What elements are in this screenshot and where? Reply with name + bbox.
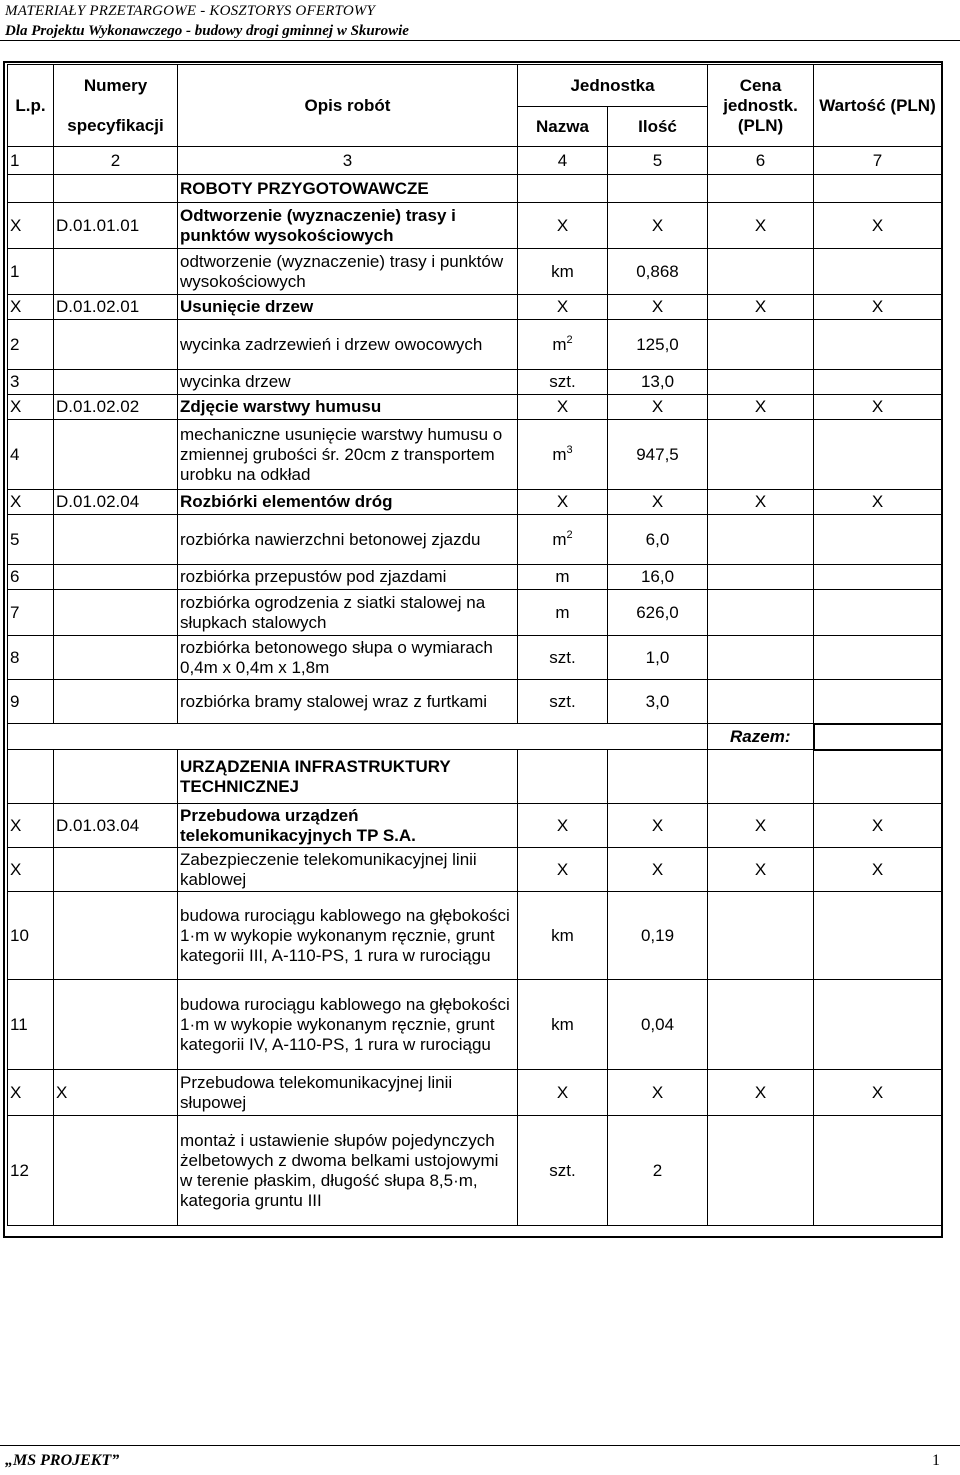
row-description: budowa rurociągu kablowego na głębokości 1·m w wykopie wykonanym ręcznie, grunt kategorii IV, A-110-PS, 1 rura w rurociągu bbox=[178, 980, 518, 1070]
row-lp: X bbox=[8, 490, 54, 515]
row-qty: 626,0 bbox=[608, 590, 708, 636]
row-description: rozbiórka nawierzchni betonowej zjazdu bbox=[178, 515, 518, 565]
row-unit: $m^2$ bbox=[518, 320, 608, 370]
row-value bbox=[814, 892, 942, 980]
row-lp: 2 bbox=[8, 320, 54, 370]
row-description: Zdjęcie warstwy humusu bbox=[178, 395, 518, 420]
row-price: X bbox=[708, 804, 814, 848]
row-lp: X bbox=[8, 295, 54, 320]
row-lp: 7 bbox=[8, 590, 54, 636]
table-row bbox=[8, 249, 942, 295]
row-value bbox=[814, 370, 942, 395]
row-unit: X bbox=[518, 295, 608, 320]
row-qty: 2 bbox=[608, 1116, 708, 1226]
row-unit: X bbox=[518, 848, 608, 892]
row-description: Odtworzenie (wyznaczenie) trasy i punktów wysokościowych bbox=[178, 203, 518, 249]
header-subtitle: Dla Projektu Wykonawczego - budowy drogi gminnej w Skurowie bbox=[5, 23, 409, 39]
row-price bbox=[708, 590, 814, 636]
row-unit: szt. bbox=[518, 636, 608, 680]
row-lp: 3 bbox=[8, 370, 54, 395]
row-unit: $m^2$ bbox=[518, 515, 608, 565]
row-unit: szt. bbox=[518, 370, 608, 395]
table-row bbox=[8, 320, 942, 370]
row-value bbox=[814, 1116, 942, 1226]
row-lp: X bbox=[8, 395, 54, 420]
row-spec: X bbox=[54, 1070, 178, 1116]
column-number: 5 bbox=[608, 147, 708, 175]
row-lp: X bbox=[8, 848, 54, 892]
table-row bbox=[8, 892, 942, 980]
row-spec bbox=[54, 420, 178, 490]
row-qty: 1,0 bbox=[608, 636, 708, 680]
row-description: Przebudowa urządzeń telekomunikacyjnych TP S.A. bbox=[178, 804, 518, 848]
col-cena-header: Cena jednostk. (PLN) bbox=[708, 65, 814, 147]
row-value: X bbox=[814, 804, 942, 848]
column-number: 1 bbox=[8, 147, 54, 175]
row-qty: 6,0 bbox=[608, 515, 708, 565]
table-row bbox=[8, 515, 942, 565]
row-value: X bbox=[814, 1070, 942, 1116]
row-price: X bbox=[708, 848, 814, 892]
row-qty: 125,0 bbox=[608, 320, 708, 370]
column-number-row bbox=[8, 147, 942, 175]
row-unit: m bbox=[518, 590, 608, 636]
row-description: mechaniczne usunięcie warstwy humusu o zmiennej grubości śr. 20cm z transportem urobku na odkład bbox=[178, 420, 518, 490]
row-lp: 9 bbox=[8, 680, 54, 724]
row-qty: 0,04 bbox=[608, 980, 708, 1070]
table-row bbox=[8, 804, 942, 848]
row-description: Rozbiórki elementów dróg bbox=[178, 490, 518, 515]
row-spec bbox=[54, 370, 178, 395]
razem-value bbox=[814, 724, 942, 750]
table-row bbox=[8, 1116, 942, 1226]
row-description: budowa rurociągu kablowego na głębokości 1·m w wykopie wykonanym ręcznie, grunt kategorii III, A-110-PS, 1 rura w rurociągu bbox=[178, 892, 518, 980]
row-spec bbox=[54, 590, 178, 636]
row-spec bbox=[54, 892, 178, 980]
row-lp: 10 bbox=[8, 892, 54, 980]
row-description: wycinka drzew bbox=[178, 370, 518, 395]
row-price: X bbox=[708, 203, 814, 249]
row-value bbox=[814, 590, 942, 636]
row-spec bbox=[54, 515, 178, 565]
column-number: 2 bbox=[54, 147, 178, 175]
row-unit: km bbox=[518, 980, 608, 1070]
row-value bbox=[814, 636, 942, 680]
row-spec bbox=[54, 980, 178, 1070]
row-spec: D.01.02.02 bbox=[54, 395, 178, 420]
col-ilosc-header: Ilość bbox=[608, 107, 708, 147]
row-spec bbox=[54, 249, 178, 295]
row-value: X bbox=[814, 490, 942, 515]
row-qty: X bbox=[608, 848, 708, 892]
column-number: 6 bbox=[708, 147, 814, 175]
col-opis-header: Opis robót bbox=[178, 65, 518, 147]
row-unit: X bbox=[518, 1070, 608, 1116]
row-description: rozbiórka bramy stalowej wraz z furtkami bbox=[178, 680, 518, 724]
row-unit: szt. bbox=[518, 680, 608, 724]
row-qty: X bbox=[608, 395, 708, 420]
row-qty: 13,0 bbox=[608, 370, 708, 395]
row-description: montaż i ustawienie słupów pojedynczych żelbetowych z dwoma belkami ustojowymi w terenie płaskim, długość słupa 8,5·m, kategoria gruntu III bbox=[178, 1116, 518, 1226]
header-title: MATERIAŁY PRZETARGOWE - KOSZTORYS OFERTOWY bbox=[5, 3, 376, 19]
row-unit: X bbox=[518, 395, 608, 420]
row-value bbox=[814, 980, 942, 1070]
page-footer bbox=[5, 1452, 940, 1470]
row-qty: X bbox=[608, 203, 708, 249]
footer-divider bbox=[0, 1445, 960, 1446]
row-value bbox=[814, 680, 942, 724]
col-nazwa-header: Nazwa bbox=[518, 107, 608, 147]
row-description: wycinka zadrzewień i drzew owocowych bbox=[178, 320, 518, 370]
row-price bbox=[708, 892, 814, 980]
row-price bbox=[708, 420, 814, 490]
cost-estimate-table bbox=[7, 64, 943, 1226]
row-spec bbox=[54, 565, 178, 590]
row-qty: X bbox=[608, 295, 708, 320]
section-row bbox=[8, 175, 942, 203]
table-row bbox=[8, 490, 942, 515]
row-price bbox=[708, 636, 814, 680]
razem-row bbox=[8, 724, 942, 750]
footer-company: „MS PROJEKT” bbox=[5, 1452, 120, 1469]
row-lp: X bbox=[8, 203, 54, 249]
header-divider bbox=[0, 40, 960, 41]
page-number: 1 bbox=[932, 1452, 940, 1469]
row-qty: X bbox=[608, 1070, 708, 1116]
row-price bbox=[708, 249, 814, 295]
row-value bbox=[814, 565, 942, 590]
table-row bbox=[8, 295, 942, 320]
row-unit: $m^3$ bbox=[518, 420, 608, 490]
row-price bbox=[708, 320, 814, 370]
col-lp-header: L.p. bbox=[8, 65, 54, 147]
razem-label: Razem: bbox=[708, 724, 814, 750]
row-lp: X bbox=[8, 1070, 54, 1116]
row-price bbox=[708, 515, 814, 565]
table-row bbox=[8, 590, 942, 636]
column-number: 4 bbox=[518, 147, 608, 175]
row-spec: D.01.03.04 bbox=[54, 804, 178, 848]
row-unit: m bbox=[518, 565, 608, 590]
table-row bbox=[8, 395, 942, 420]
table-row bbox=[8, 636, 942, 680]
row-value: X bbox=[814, 295, 942, 320]
section-title: ROBOTY PRZYGOTOWAWCZE bbox=[178, 175, 518, 203]
row-lp: 6 bbox=[8, 565, 54, 590]
row-value bbox=[814, 515, 942, 565]
row-spec bbox=[54, 320, 178, 370]
row-unit: X bbox=[518, 490, 608, 515]
row-value bbox=[814, 420, 942, 490]
table-row bbox=[8, 1070, 942, 1116]
row-spec bbox=[54, 1116, 178, 1226]
col-jednostka-header: Jednostka bbox=[518, 65, 708, 107]
row-spec bbox=[54, 848, 178, 892]
section-row bbox=[8, 750, 942, 804]
col-numery-header: Numery bbox=[54, 65, 178, 107]
table-row bbox=[8, 203, 942, 249]
column-number: 3 bbox=[178, 147, 518, 175]
table-row bbox=[8, 565, 942, 590]
row-description: rozbiórka betonowego słupa o wymiarach 0,4m x 0,4m x 1,8m bbox=[178, 636, 518, 680]
row-value: X bbox=[814, 203, 942, 249]
row-qty: 0,868 bbox=[608, 249, 708, 295]
row-spec bbox=[54, 636, 178, 680]
row-value bbox=[814, 249, 942, 295]
row-price bbox=[708, 680, 814, 724]
row-description: rozbiórka przepustów pod zjazdami bbox=[178, 565, 518, 590]
row-spec: D.01.01.01 bbox=[54, 203, 178, 249]
row-lp: 8 bbox=[8, 636, 54, 680]
table-row bbox=[8, 848, 942, 892]
row-unit: km bbox=[518, 892, 608, 980]
row-spec: D.01.02.04 bbox=[54, 490, 178, 515]
row-lp: 4 bbox=[8, 420, 54, 490]
row-price: X bbox=[708, 295, 814, 320]
row-price bbox=[708, 980, 814, 1070]
col-specyfikacji-header: specyfikacji bbox=[54, 107, 178, 147]
row-description: odtworzenie (wyznaczenie) trasy i punktów wysokościowych bbox=[178, 249, 518, 295]
page-header bbox=[5, 1, 409, 41]
row-value: X bbox=[814, 848, 942, 892]
row-spec bbox=[54, 680, 178, 724]
table-row bbox=[8, 420, 942, 490]
row-unit: szt. bbox=[518, 1116, 608, 1226]
row-description: Zabezpieczenie telekomunikacyjnej linii kablowej bbox=[178, 848, 518, 892]
row-description: Usunięcie drzew bbox=[178, 295, 518, 320]
row-qty: 947,5 bbox=[608, 420, 708, 490]
row-qty: 16,0 bbox=[608, 565, 708, 590]
row-description: rozbiórka ogrodzenia z siatki stalowej na słupkach stalowych bbox=[178, 590, 518, 636]
table-row bbox=[8, 980, 942, 1070]
row-lp: 1 bbox=[8, 249, 54, 295]
row-value: X bbox=[814, 395, 942, 420]
row-description: Przebudowa telekomunikacyjnej linii słupowej bbox=[178, 1070, 518, 1116]
section-title: URZĄDZENIA INFRASTRUKTURY TECHNICZNEJ bbox=[178, 750, 518, 804]
row-qty: 3,0 bbox=[608, 680, 708, 724]
row-price: X bbox=[708, 1070, 814, 1116]
row-price: X bbox=[708, 395, 814, 420]
col-wartosc-header: Wartość (PLN) bbox=[814, 65, 942, 147]
table-row bbox=[8, 370, 942, 395]
column-number: 7 bbox=[814, 147, 942, 175]
row-unit: X bbox=[518, 804, 608, 848]
row-lp: 5 bbox=[8, 515, 54, 565]
row-spec: D.01.02.01 bbox=[54, 295, 178, 320]
row-price: X bbox=[708, 490, 814, 515]
row-lp: X bbox=[8, 804, 54, 848]
row-lp: 11 bbox=[8, 980, 54, 1070]
row-qty: 0,19 bbox=[608, 892, 708, 980]
table-row bbox=[8, 680, 942, 724]
row-price bbox=[708, 1116, 814, 1226]
row-lp: 12 bbox=[8, 1116, 54, 1226]
row-unit: X bbox=[518, 203, 608, 249]
row-qty: X bbox=[608, 804, 708, 848]
row-unit: km bbox=[518, 249, 608, 295]
row-price bbox=[708, 370, 814, 395]
row-value bbox=[814, 320, 942, 370]
row-price bbox=[708, 565, 814, 590]
row-qty: X bbox=[608, 490, 708, 515]
